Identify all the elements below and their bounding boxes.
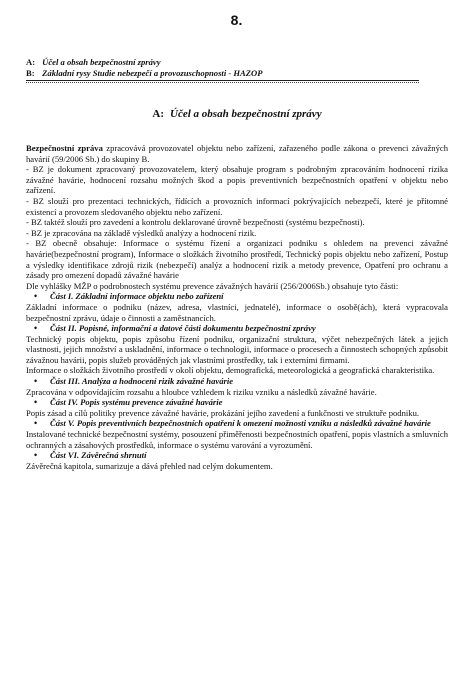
section-title-2 (26, 323, 448, 334)
section-heading (26, 108, 448, 121)
section-heading-text: Účel a obsah bezpečnostní zprávy (170, 108, 322, 120)
toc-item-a (26, 57, 448, 68)
toc-item-b-label: B: (26, 67, 35, 78)
section-title-5 (26, 418, 448, 429)
section-title-1 (26, 291, 448, 302)
section-title-4 (26, 397, 448, 408)
section-title-3 (26, 376, 448, 387)
page-number: 8. (230, 12, 243, 28)
section-title-text: Část V. Popis preventivních bezpečnostních opatření k omezení možnosti vzniku a následků závažné havárie (50, 418, 431, 429)
list-item: - BZ slouží pro prezentaci technických, řídících a provozních informací pokrývajících nebezpečí, které je přítomné existencí a provozem sledovaného objektu nebo zařízení. (26, 195, 448, 217)
separator-line-dotted (26, 82, 419, 83)
section-title-text: Část I. Základní informace objektu nebo zařízení (50, 291, 224, 302)
bullet-icon: • (34, 291, 38, 302)
bullet-icon: • (34, 450, 38, 461)
list-item: - BZ je zpracována na základě výsledků analýzy a hodnocení rizik. (26, 227, 257, 238)
section-title-text: Část II. Popisné, informační a datové části dokumentu bezpečnostní zprávy (50, 323, 316, 334)
toc-item-a-text: Účel a obsah bezpečnostní zprávy (42, 57, 161, 67)
list-item: - BZ je dokument zpracovaný provozovatelem, který obsahuje program s podrobným zpracováním hodnocení rizika závažné havárie, hodnocení rozsahu možných škod a popis preventivních bezpečnostních opatření v objektu nebo zařízení. (26, 164, 448, 196)
intro-paragraph (26, 143, 448, 164)
document-body (26, 143, 448, 471)
bullet-icon: • (34, 323, 38, 334)
bullet-icon: • (34, 397, 38, 408)
list-item: - BZ obecně obsahuje: Informace o systému řízení a organizaci podniku s ohledem na prevenci závažné havárie(bezpečnostní program), Informace o složkách životního prostředí, Technický popis objektu nebo zařízení, Postup a výsledky identifikace zdrojů rizik (nebezpečí) analýz a hodnocení rizik a metody prevence, Opatření pro ochranu a zásady pro omezení dopadů závažné havárie (26, 238, 448, 281)
intro-text: zpracovává provozovatel objektu nebo zařízení, zařazeného podle zákona o prevenci závažných havárií (59/2006 Sb.) do skupiny B. (26, 143, 448, 164)
list-item: - BZ taktéž slouží pro zavedení a kontrolu deklarované úrovně bezpečnosti (systému bezpečnosti). (26, 217, 365, 228)
section-text-5: Instalované technické bezpečnostní systémy, posouzení přiměřenosti bezpečnostních opatření, popis vlastních a smluvních ochranných a zásahových prostředků, informace o systému varování a vyrozumění. (26, 429, 448, 450)
section-heading-label: A: (152, 108, 165, 120)
section-title-text: Část IV. Popis systému prevence závažné havárie (50, 397, 223, 408)
section-text-1: Základní informace o podniku (název, adresa, vlastníci, jednatelé), informace o osobě(ách), která vypracovala bezpečnostní zprávu, údaje o činnosti a zaměstnancích. (26, 301, 448, 323)
toc-item-b-text: Základní rysy Studie nebezpečí a provozuschopnosti - HAZOP (42, 67, 263, 78)
bullet-icon: • (34, 376, 38, 387)
section-text-3: Zpracována v odpovídajícím rozsahu a hloubce vzhledem k riziku vzniku a následků závažné havárie. (26, 386, 377, 397)
bullet-icon: • (34, 418, 38, 429)
section-title-6 (26, 450, 448, 461)
section-text-2b: Informace o složkách životního prostředí v okolí objektu, demografická, meteorologická a geografická charakteristika. (26, 365, 435, 376)
section-title-text: Část III. Analýza a hodnocení rizik závažné havárie (50, 376, 234, 387)
intro-term: Bezpečnostní zpráva (26, 143, 103, 153)
separator-line (26, 80, 419, 81)
section-text-6: Závěrečná kapitola, sumarizuje a dává přehled nad celým dokumentem. (26, 460, 273, 471)
section-text-2: Technický popis objektu, popis způsobu řízení podniku, organizační struktura, výčet nebezpečných látek a jejich vlastnosti, jejich množství a uskladnění, informace o technologii, informace o procesech a činnostech schopných způsobit závažnou havárii, popis služeb prováděných jak vlastními prostředky, tak i externími firmami. (26, 333, 448, 365)
list-item: Dle vyhlášky MŽP o podrobnostech systému prevence závažných havárií (256/2006Sb.) obsahuje tyto části: (26, 280, 399, 291)
section-text-4: Popis zásad a cílů politiky prevence závažné havárie, prokázání jejího zavedení a funkčnosti ve struktuře podniku. (26, 407, 420, 418)
section-title-text: Část VI. Závěrečná shrnutí (50, 450, 147, 461)
table-of-contents (26, 57, 448, 78)
toc-item-b (26, 68, 448, 79)
toc-item-a-label: A: (26, 57, 36, 67)
